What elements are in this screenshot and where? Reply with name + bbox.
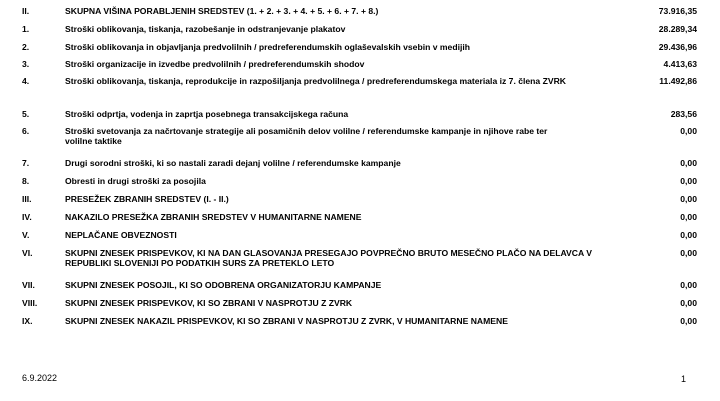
row-amount: 0,00	[680, 126, 697, 136]
row-number: VI.	[22, 248, 33, 258]
row-amount: 73.916,35	[658, 6, 697, 16]
page-number: 1	[680, 374, 686, 384]
row-amount: 28.289,34	[658, 24, 697, 34]
row-description: Stroški oblikovanja, tiskanja, razobešanje in odstranjevanje plakatov	[65, 24, 346, 34]
row-number: 4.	[22, 76, 30, 86]
row-description: Stroški svetovanja za načrtovanje strategije ali posamičnih delov volilne / referendumske kampanje in njihove rabe ter volilne taktike	[65, 126, 548, 147]
row-number: III.	[22, 194, 32, 204]
row-amount: 0,00	[680, 212, 697, 222]
row-number: 6.	[22, 126, 30, 136]
row-description: SKUPNA VIŠINA PORABLJENIH SREDSTEV (1. + 2. + 3. + 4. + 5. + 6. + 7. + 8.)	[65, 6, 379, 16]
row-description: SKUPNI ZNESEK PRISPEVKOV, KI NA DAN GLASOVANJA PRESEGAJO POVPREČNO BRUTO MESEČNO PLAČO NA DELAVCA V REPUBLIKI SLOVENIJI PO PODATKIH SURS ZA PRETEKLO LETO	[65, 248, 592, 269]
row-description: PRESEŽEK ZBRANIH SREDSTEV (I. - II.)	[65, 194, 229, 204]
row-number: 8.	[22, 176, 30, 186]
row-number: 5.	[22, 109, 30, 119]
row-description: SKUPNI ZNESEK POSOJIL, KI SO ODOBRENA ORGANIZATORJU KAMPANJE	[65, 280, 382, 290]
row-amount: 0,00	[680, 316, 697, 326]
row-amount: 29.436,96	[658, 42, 697, 52]
row-amount: 283,56	[670, 109, 697, 119]
row-amount: 0,00	[680, 176, 697, 186]
row-amount: 0,00	[680, 298, 697, 308]
row-amount: 11.492,86	[659, 76, 697, 86]
row-number: 3.	[22, 59, 30, 69]
row-description: Stroški oblikovanja, tiskanja, reprodukcije in razpošiljanja predvolilnega / predreferendumskega materiala iz 7. člena ZVRK	[65, 76, 566, 86]
row-amount: 0,00	[680, 194, 697, 204]
row-number: 1.	[22, 24, 30, 34]
row-amount: 0,00	[680, 230, 697, 240]
row-description: NAKAZILO PRESEŽKA ZBRANIH SREDSTEV V HUMANITARNE NAMENE	[65, 212, 362, 222]
row-description: Drugi sorodni stroški, ki so nastali zaradi dejanj volilne / referendumske kampanje	[65, 158, 401, 168]
row-description: Stroški organizacije in izvedbe predvolilnih / predreferendumskih shodov	[65, 59, 365, 69]
row-description: SKUPNI ZNESEK PRISPEVKOV, KI SO ZBRANI V NASPROTJU Z ZVRK	[65, 298, 353, 308]
row-description: Stroški odprtja, vodenja in zaprtja posebnega transakcijskega računa	[65, 109, 349, 119]
row-number: V.	[22, 230, 30, 240]
row-amount: 0,00	[680, 248, 697, 258]
row-number: VII.	[22, 280, 35, 290]
row-description: SKUPNI ZNESEK NAKAZIL PRISPEVKOV, KI SO ZBRANI V NASPROTJU Z ZVRK, V HUMANITARNE NAMENE	[65, 316, 508, 326]
row-number: 7.	[22, 158, 30, 168]
row-description: Stroški oblikovanja in objavljanja predvolilnih / predreferendumskih oglaševalskih vsebin v medijih	[65, 42, 470, 52]
row-amount: 0,00	[680, 280, 697, 290]
footer-date: 6.9.2022	[22, 373, 58, 383]
row-description: NEPLAČANE OBVEZNOSTI	[65, 230, 177, 240]
row-number: II.	[22, 6, 30, 16]
row-number: IX.	[22, 316, 33, 326]
row-description: Obresti in drugi stroški za posojila	[65, 176, 206, 186]
row-amount: 4.413,63	[663, 59, 697, 69]
row-amount: 0,00	[680, 158, 697, 168]
row-number: VIII.	[22, 298, 38, 308]
row-number: 2.	[22, 42, 30, 52]
row-number: IV.	[22, 212, 32, 222]
